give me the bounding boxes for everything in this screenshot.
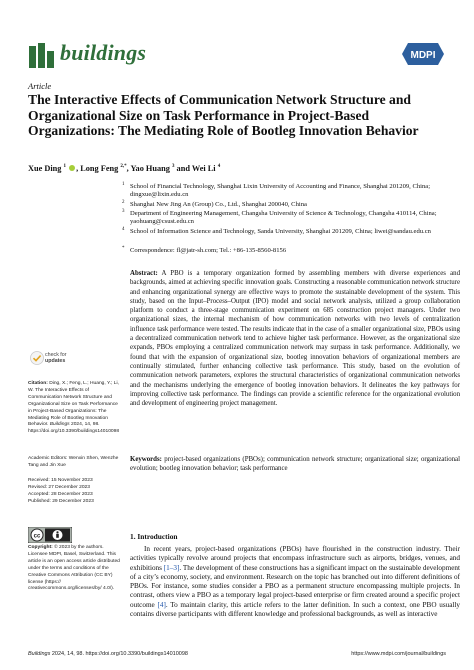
cc-by-license-icon[interactable] — [28, 527, 72, 543]
affiliation — [122, 182, 460, 200]
citation-volume: 2024, 14, 98. — [70, 422, 100, 428]
affiliation-number: 1 — [122, 182, 125, 187]
citation-text: Ding, X.; Feng, L.; Huang, Y.; Li, W. The Interactive Effects of Communication Network Structure and Organizational Size on Task Performance in Project-Based Organizations: The Mediating Role of Bootleg Innovation Behavior. — [28, 381, 119, 428]
intro-text: In recent years, project-based organizations (PBOs) have flourished in the construction industry. Their activities typically revolve around projects that encompass infrastructure such as airports, bridges, venues, and exhibitions — [130, 545, 460, 572]
footer-journal: Buildings — [28, 651, 51, 657]
author-affiliation-marker: 2,* — [120, 164, 127, 170]
orcid-icon[interactable] — [69, 165, 75, 171]
affiliation — [122, 200, 460, 209]
received-date: Received: 15 November 2023 — [28, 478, 93, 483]
footer-doi[interactable]: 2024, 14, 98. https://doi.org/10.3390/buildings14010098 — [51, 651, 188, 657]
author-name[interactable]: Wei Li — [191, 164, 216, 173]
author-list: Xue Ding $^1$ , Long Feng $^{2,*}$, Yao Huang $^3$ and Wei Li $^4$ — [28, 164, 221, 173]
keywords-label: Keywords: — [130, 456, 162, 463]
check-for-updates-line2: updates — [45, 358, 66, 364]
check-for-updates-label — [45, 352, 67, 364]
affiliation-number: 4 — [122, 227, 125, 232]
correspondence-text: Correspondence: fl@jatr-sh.com; Tel.: +86-135-8560-8156 — [130, 247, 287, 254]
footer-journal-url[interactable]: https://www.mdpi.com/journal/buildings — [351, 651, 446, 657]
buildings-logo-icon — [28, 42, 56, 70]
copyright-text: © 2023 by the authors. Licensee MDPI, Basel, Switzerland. This article is an open access article distributed under the terms and conditions of the Creative Commons Attribution (CC BY) license (https:// creativecommons.org/licenses/by/ 4.0/). — [28, 545, 120, 592]
affiliation — [122, 209, 460, 227]
check-for-updates-badge[interactable] — [30, 349, 74, 371]
affiliation-number: 3 — [122, 209, 125, 214]
intro-text: . To maintain clarity, this article refers to the latter definition. In such a context, one PBO usually contains diverse participants with different knowledge and professional backgrounds, as well as interactive — [130, 600, 460, 619]
publication-dates — [28, 478, 122, 506]
author-name[interactable]: Xue Ding — [28, 164, 62, 173]
author-affiliation-marker: 1 — [63, 164, 67, 170]
keywords-text: project-based organizations (PBOs); communication network structure; organizational size; organizational evolution; bootleg innovation behavior; task performance — [130, 456, 460, 473]
check-for-updates-icon — [30, 351, 44, 365]
affiliation-number: * — [122, 246, 125, 251]
abstract-label: Abstract: — [130, 270, 158, 277]
citation-link[interactable]: [1–3] — [163, 563, 180, 572]
footer-citation — [28, 651, 188, 657]
svg-text:cc: cc — [33, 533, 41, 540]
affiliation-number: 2 — [122, 200, 125, 205]
affiliation — [122, 227, 460, 236]
copyright-block — [28, 545, 122, 593]
citation-journal: Buildings — [49, 422, 70, 428]
accepted-date: Accepted: 28 December 2023 — [28, 491, 93, 497]
author-affiliation-marker: 4 — [217, 164, 221, 170]
author-affiliation-marker: 3 — [171, 164, 175, 170]
mdpi-logo-icon — [402, 43, 444, 65]
paper-title: The Interactive Effects of Communication Network Structure and Organizational Size on Task Performance in Project-Based Organizations: The Mediating Role of Bootleg Innovation Behavior — [28, 92, 419, 139]
abstract — [130, 269, 460, 408]
citation-link[interactable]: [4] — [157, 600, 166, 609]
academic-editors: Academic Editors: Wenxin Shen, Wenzhe Tang and Jin Xue — [28, 456, 119, 468]
mdpi-logo-text: MDPI — [410, 50, 436, 61]
revised-date: Revised: 27 December 2023 — [28, 484, 90, 490]
citation-doi-link[interactable]: https://doi.org/10.3390/buildings14010098 — [28, 429, 120, 435]
correspondence — [122, 246, 460, 255]
affiliation-text: Shanghai New Jing An (Group) Co., Ltd., Shanghai 200040, China — [130, 201, 307, 208]
abstract-text: A PBO is a temporary organization formed by assembling members with diverse experiences and backgrounds, aimed at achieving specific innovation goals. Constructing a reasonable communication network structure and enhancing organizational synergy are effective ways to promote the sustainable development of the system. This study, based on the Input–Process–Output (IPO) model and social network analysis, utilized a group collaboration platform to conduct a three-stage communication experiment on 685 construction project managers. Under two organizational sizes, the internal mechanism of how communication networks with two levels of centralization influence task performance were tested. The results indicate that in the case of a smaller organizational size, PBOs using a decentralized communication network tend to achieve higher task performance. However, as the organizational size expands, PBOs employing a centralized communication network may surpass in task performance. Additionally, we found that with the expansion of organizational size, bootleg innovation behaviors of organizational members are continually stimulated, further enhancing collective task performance. This study, based on the evolution of communication network parameters, explores the structural characteristics of organizational communication networks and the mechanisms underlying the emergence of bootleg innovation behaviors. It delineates the key pathways for improving collective task performance. The findings can provide a scientific reference for the organizational evolution and development of engineering project management. — [130, 270, 460, 408]
keywords — [130, 455, 460, 474]
journal-name: buildings — [60, 40, 147, 65]
copyright-label: Copyright: — [28, 545, 53, 550]
affiliation-text: Department of Engineering Management, Changsha University of Science & Technology, Changsha 410114, China; yaohuang@csust.edu.cn — [130, 210, 437, 226]
citation-block — [28, 381, 122, 436]
affiliation-text: School of Financial Technology, Shanghai Lixin University of Accounting and Finance, Shanghai 201209, China; dingxue@lixin.edu.cn — [130, 183, 431, 199]
introduction-paragraph — [130, 545, 460, 619]
intro-text: . The development of these constructions has a significant impact on the sustainable development of a city’s economy, society, and environment. Research on the topic has branched out into different definitions of PBOs. For instance, some studies consider a PBO as a permanent structure encompassing multiple projects. In contrast, others view a PBO as a temporary legal project-based enterprise or firm created around a specific project outcome — [130, 563, 460, 609]
citation-label: Citation: — [28, 381, 48, 386]
section-heading-introduction: 1. Introduction — [130, 532, 178, 541]
article-type: Article — [28, 81, 52, 91]
published-date: Published: 29 December 2023 — [28, 498, 94, 504]
author-name[interactable]: Long Feng — [80, 164, 119, 173]
affiliation-text: School of Information Science and Technology, Sanda University, Shanghai 201209, China; liwei@sandau.edu.cn — [130, 228, 431, 235]
author-name[interactable]: Yao Huang — [130, 164, 170, 173]
check-for-updates-line1: check for — [45, 352, 67, 358]
